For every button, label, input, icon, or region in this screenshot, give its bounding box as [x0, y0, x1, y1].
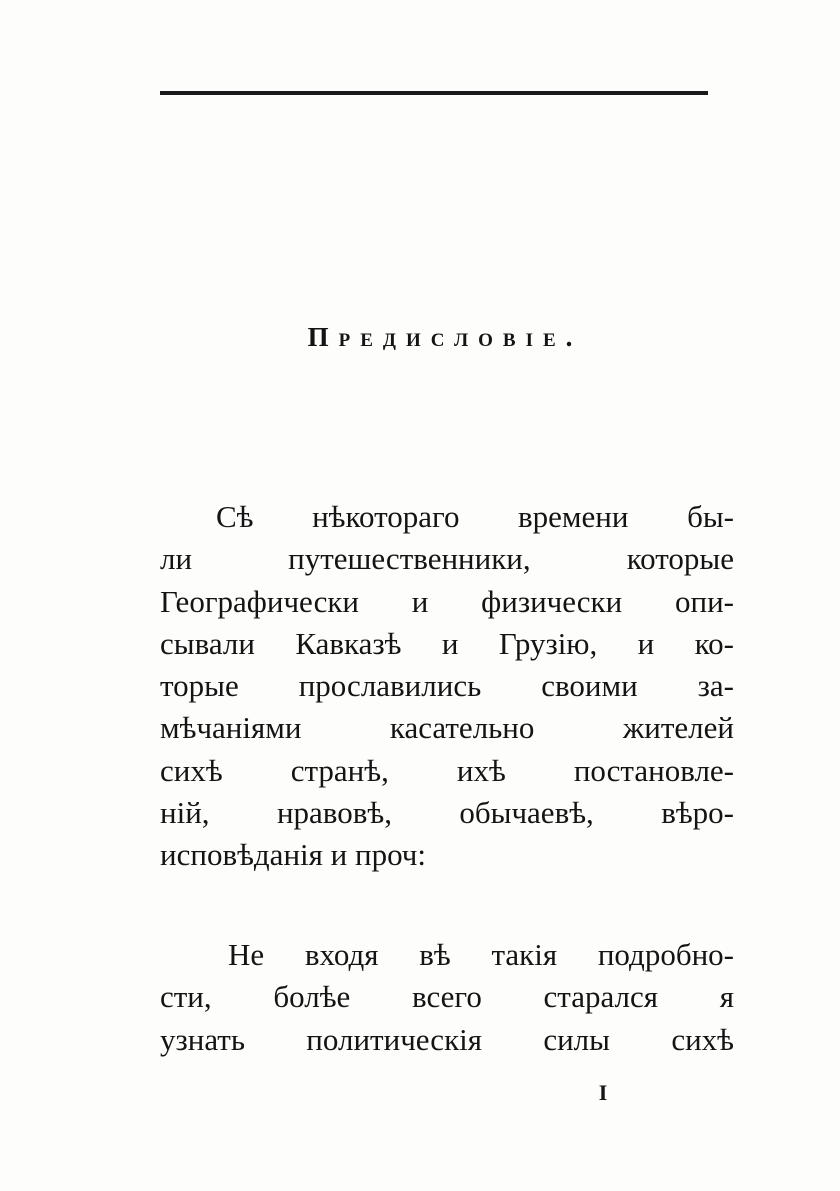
- text-line: ли путешественники, которые: [160, 541, 734, 577]
- text-line: Сѣ нѣкотораго времени бы-: [216, 499, 734, 534]
- text-line: Географически и физически опи-: [160, 583, 734, 619]
- text-line: сывали Кавказѣ и Грузію, и ко-: [160, 625, 734, 661]
- paragraph-1: [160, 496, 734, 877]
- text-line: Не входя вѣ такія подробно-: [228, 937, 734, 972]
- page-title: Предисловіе.: [307, 322, 583, 352]
- text-line: торые прославились своими за-: [160, 668, 734, 704]
- header-rule: [160, 91, 708, 95]
- paragraph-2: [160, 934, 734, 1061]
- text-line: сихѣ странѣ, ихѣ постановле-: [160, 752, 734, 788]
- signature-mark: I: [598, 1080, 608, 1105]
- text-line: ній, нравовѣ, обычаевѣ, вѣро-: [160, 795, 734, 831]
- text-line: мѣчаніями касательно жителей: [160, 710, 734, 746]
- text-line: сти, болѣе всего старался я: [160, 979, 734, 1015]
- text-line: узнать политическія силы сихѣ: [160, 1021, 734, 1057]
- text-line: исповѣданія и проч:: [160, 837, 426, 873]
